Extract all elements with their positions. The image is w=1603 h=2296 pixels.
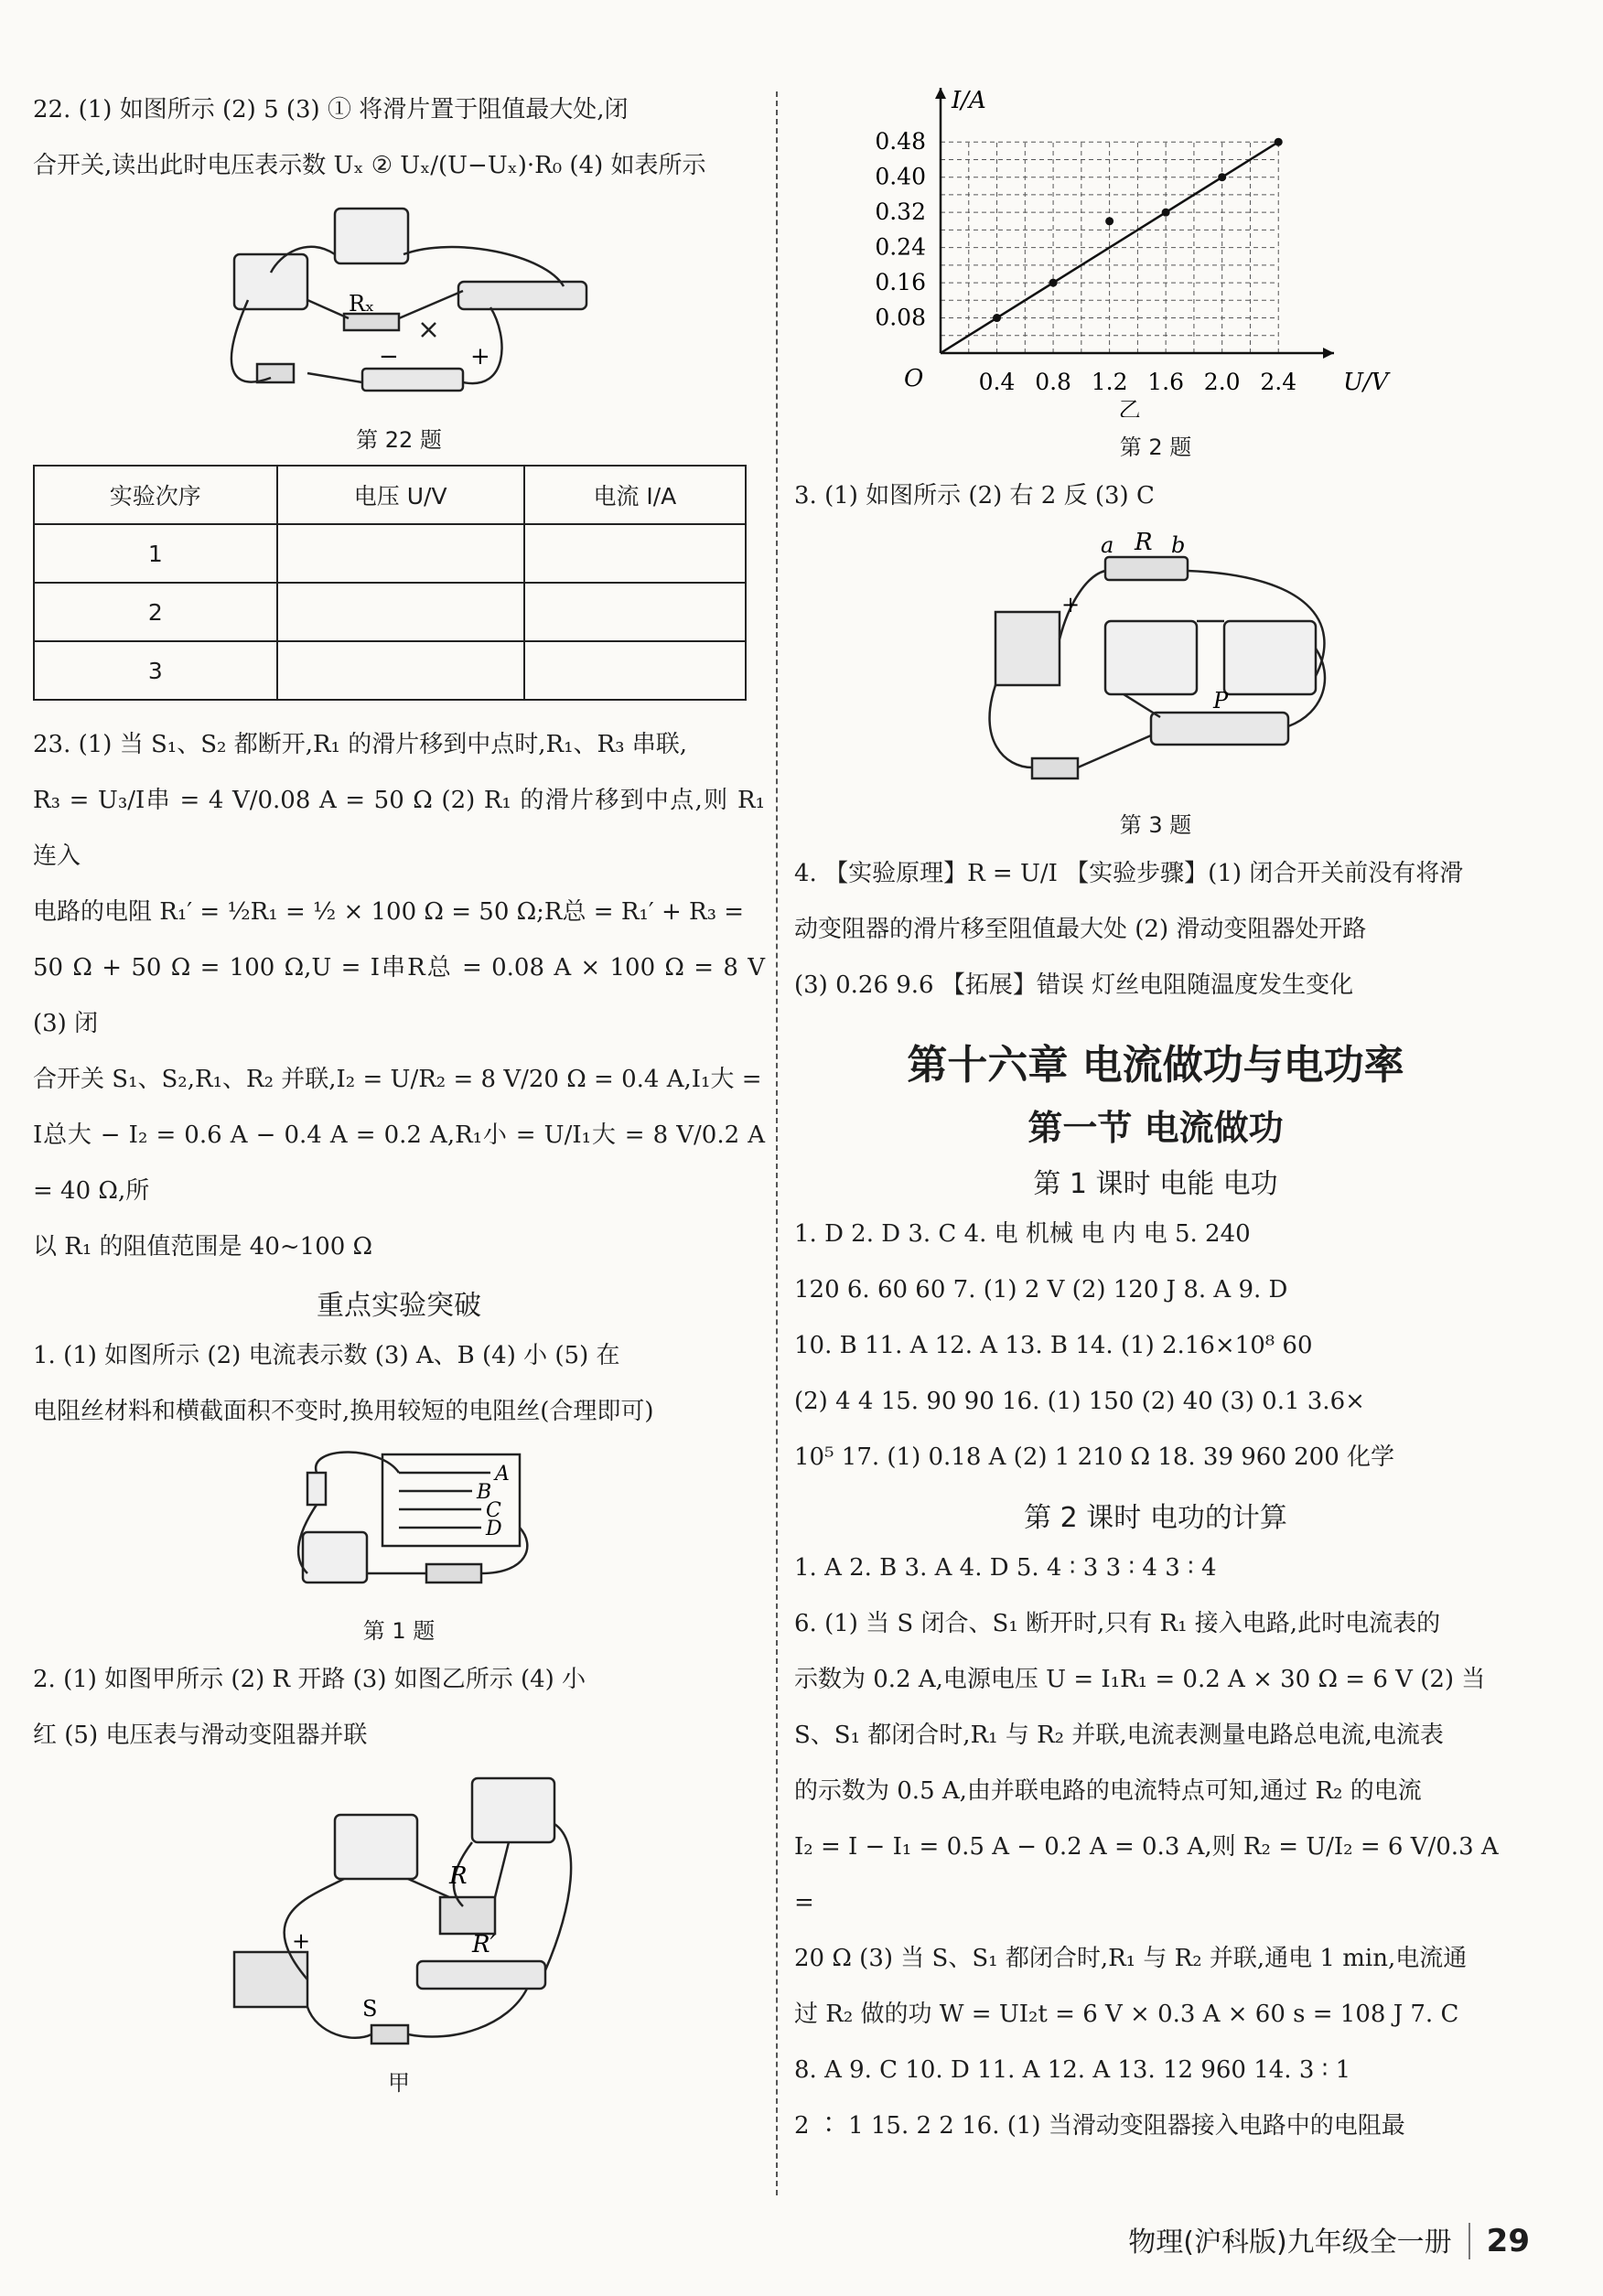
data-marks [941, 138, 1283, 353]
x-axis-arrow [1323, 348, 1334, 359]
k2-circuit-figure [33, 1769, 765, 2053]
y-tick-label: 0.24 [875, 233, 926, 261]
table-row [34, 524, 746, 583]
table-row [34, 583, 746, 641]
k3-circuit-figure [794, 530, 1517, 795]
page-number: 29 [1469, 2223, 1530, 2259]
k1-circuit-figure [33, 1445, 765, 1601]
k3-caption: 第 3 题 [1119, 812, 1192, 838]
table-cell [524, 583, 746, 641]
minus-label: − [379, 343, 399, 370]
data-point [1105, 217, 1113, 225]
section-title: 第一节 电流做功 [1027, 1108, 1284, 1148]
q23-line-5: 合开关 S₁、S₂,R₁、R₂ 并联,I₂ = U/R₂ = 8 V/20 Ω = 0.4 A,I₁大 = [33, 1066, 762, 1093]
lesson2-line-1: 1. A 2. B 3. A 4. D 5. 4 ∶ 3 3 ∶ 4 3 ∶ 4 [794, 1554, 1217, 1582]
left-column [33, 82, 765, 2104]
y-tick-label: 0.32 [875, 198, 926, 226]
table-cell: 1 [34, 524, 277, 583]
x-tick-label: 1.2 [1091, 369, 1128, 395]
y-tick-label: 0.48 [875, 128, 926, 156]
label-a-small: a [1101, 532, 1114, 558]
k2-line-2: 红 (5) 电压表与滑动变阻器并联 [33, 1722, 368, 1749]
lesson1-line-5: 10⁵ 17. (1) 0.18 A (2) 1 210 Ω 18. 39 960 200 化学 [794, 1443, 1395, 1471]
label-a: A [495, 1463, 510, 1486]
table-cell: 2 [34, 583, 277, 641]
k4-line-3: (3) 0.26 9.6 【拓展】错误 灯丝电阻随温度发生变化 [794, 971, 1354, 999]
table-cell: 3 [34, 641, 277, 700]
k2-graph [794, 88, 1517, 417]
lesson1-line-4: (2) 4 4 15. 90 90 16. (1) 150 (2) 40 (3) 0.1 3.6× [794, 1388, 1365, 1415]
k2-caption: 甲 [388, 2070, 410, 2096]
x-tick-label: 1.6 [1147, 369, 1185, 395]
label-p: P [1213, 688, 1229, 713]
q23-line-1: 23. (1) 当 S₁、S₂ 都断开,R₁ 的滑片移到中点时,R₁、R₃ 串联, [33, 731, 688, 758]
table-cell [277, 524, 524, 583]
data-point [1218, 173, 1226, 181]
k1-line-2: 电阻丝材料和横截面积不变时,换用较短的电阻丝(合理即可) [33, 1398, 654, 1425]
k2-line-1: 2. (1) 如图甲所示 (2) R 开路 (3) 如图乙所示 (4) 小 [33, 1666, 586, 1693]
column-divider [776, 91, 778, 2195]
lesson2-line-5: 的示数为 0.5 A,由并联电路的电流特点可知,通过 R₂ 的电流 [794, 1777, 1422, 1805]
label-b: B [477, 1481, 492, 1504]
q22-line-2: 合开关,读出此时电压表示数 Uₓ ② Uₓ/(U−Uₓ)·R₀ (4) 如表所示 [33, 152, 706, 179]
q22-circuit-figure [33, 199, 765, 410]
lesson2-line-6: I₂ = I − I₁ = 0.5 A − 0.2 A = 0.3 A,则 R₂ = U/I₂ = 6 V/0.3 A = [794, 1833, 1499, 1916]
data-point [993, 314, 1001, 322]
q23-line-6: I总大 − I₂ = 0.6 A − 0.4 A = 0.2 A,R₁小 = U/I₁大 = 8 V/0.2 A = 40 Ω,所 [33, 1121, 765, 1205]
lesson2-line-4: S、S₁ 都闭合时,R₁ 与 R₂ 并联,电流表测量电路总电流,电流表 [794, 1722, 1444, 1749]
label-r: R [1135, 530, 1153, 556]
k1-caption: 第 1 题 [362, 1618, 436, 1644]
lesson2-line-7: 20 Ω (3) 当 S、S₁ 都闭合时,R₁ 与 R₂ 并联,通电 1 min,电流通 [794, 1945, 1468, 1972]
label-d: D [486, 1518, 502, 1540]
x-tick-label: 2.0 [1203, 369, 1241, 395]
table-header: 实验次序 [34, 466, 277, 524]
q22-caption: 第 22 题 [356, 427, 442, 453]
plus-label-k2: + [292, 1928, 311, 1954]
k1-line-1: 1. (1) 如图所示 (2) 电流表示数 (3) A、B (4) 小 (5) 在 [33, 1342, 620, 1369]
book-title: 物理(沪科版)九年级全一册 [1128, 2226, 1452, 2258]
origin-label: O [904, 365, 924, 392]
q22-line-1: 22. (1) 如图所示 (2) 5 (3) ① 将滑片置于阻值最大处,闭 [33, 96, 629, 123]
x-axis-label: U/V [1343, 369, 1389, 396]
lesson2-line-9: 8. A 9. C 10. D 11. A 12. A 13. 12 960 14. 3 ∶ 1 [794, 2056, 1351, 2084]
y-tick-label: 0.16 [875, 269, 926, 296]
chapter-title: 第十六章 电流做功与电功率 [907, 1042, 1404, 1089]
rx-label: Rₓ [349, 291, 375, 317]
y-axis-label: I/A [952, 88, 986, 114]
table-cell [524, 524, 746, 583]
y-tick-label: 0.08 [875, 304, 926, 331]
k3-line-1: 3. (1) 如图所示 (2) 右 2 反 (3) C [794, 482, 1155, 510]
q23-line-4: 50 Ω + 50 Ω = 100 Ω,U = I串R总 = 0.08 A × 100 Ω = 8 V (3) 闭 [33, 954, 765, 1037]
plus-label-k3: + [1061, 592, 1081, 617]
q23-line-7: 以 R₁ 的阻值范围是 40~100 Ω [33, 1233, 373, 1261]
k4-line-1: 4. 【实验原理】R = U/I 【实验步骤】(1) 闭合开关前没有将滑 [794, 860, 1464, 887]
q23-line-2: R₃ = U₃/I串 = 4 V/0.08 A = 50 Ω (2) R₁ 的滑片移到中点,则 R₁ 连入 [33, 787, 765, 870]
section-key-experiments: 重点实验突破 [317, 1290, 481, 1322]
lesson2-line-3: 示数为 0.2 A,电源电压 U = I₁R₁ = 0.2 A × 30 Ω = 6 V (2) 当 [794, 1666, 1486, 1693]
q22-table [33, 465, 747, 701]
table-header: 电压 U/V [277, 466, 524, 524]
page-footer [1128, 2219, 1530, 2259]
s-label: S [362, 1996, 378, 2022]
x-tick-label: 2.4 [1260, 369, 1297, 395]
table-header: 电流 I/A [524, 466, 746, 524]
lesson1-title: 第 1 课时 电能 电功 [1033, 1168, 1278, 1200]
lesson1-line-1: 1. D 2. D 3. C 4. 电 机械 电 内 电 5. 240 [794, 1220, 1251, 1248]
y-axis-arrow [935, 88, 946, 99]
graph-sub-caption: 乙 [1118, 397, 1141, 417]
graph-caption: 第 2 题 [1119, 435, 1192, 460]
right-column [794, 82, 1517, 2154]
label-b-small: b [1171, 532, 1186, 558]
lesson2-line-2: 6. (1) 当 S 闭合、S₁ 断开时,只有 R₁ 接入电路,此时电流表的 [794, 1610, 1441, 1637]
data-point [1162, 209, 1170, 217]
data-point [1049, 279, 1058, 287]
lesson1-line-3: 10. B 11. A 12. A 13. B 14. (1) 2.16×10⁸ 60 [794, 1332, 1313, 1359]
lesson2-title: 第 2 课时 电功的计算 [1024, 1502, 1287, 1534]
table-cell [277, 641, 524, 700]
table-row [34, 641, 746, 700]
k4-line-2: 动变阻器的滑片移至阻值最大处 (2) 滑动变阻器处开路 [794, 916, 1367, 943]
plus-label: + [470, 343, 490, 370]
data-point [1275, 138, 1283, 146]
x-tick-label: 0.8 [1035, 369, 1071, 395]
lesson2-line-8: 过 R₂ 做的功 W = UI₂t = 6 V × 0.3 A × 60 s = 108 J 7. C [794, 2001, 1459, 2028]
table-cell [277, 583, 524, 641]
q23-line-3: 电路的电阻 R₁′ = ½R₁ = ½ × 100 Ω = 50 Ω;R总 = R₁′ + R₃ = [33, 898, 745, 926]
table-cell [524, 641, 746, 700]
label-c: C [486, 1499, 501, 1522]
lesson2-line-10: 2 ∶ 1 15. 2 2 16. (1) 当滑动变阻器接入电路中的电阻最 [794, 2112, 1405, 2140]
y-tick-label: 0.40 [875, 163, 926, 190]
lesson1-line-2: 120 6. 60 60 7. (1) 2 V (2) 120 J 8. A 9. D [794, 1276, 1288, 1304]
r-label: R [449, 1862, 468, 1890]
x-tick-label: 0.4 [978, 369, 1016, 395]
rp-label: R′ [472, 1931, 496, 1958]
